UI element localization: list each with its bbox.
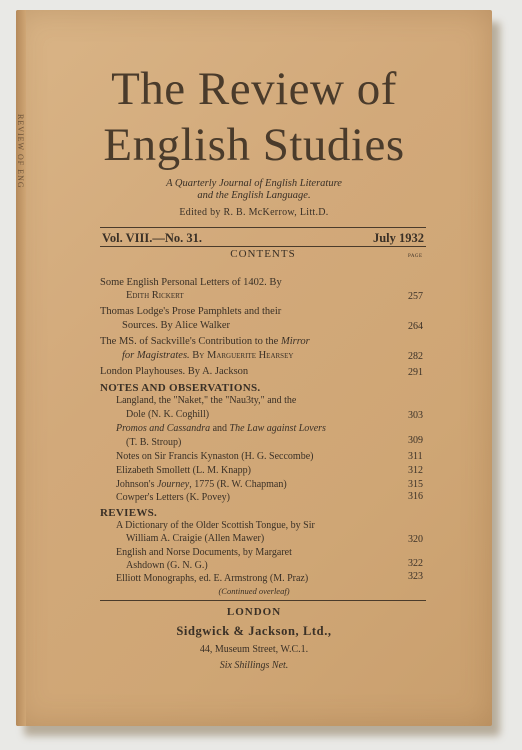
note-5-b: Journey bbox=[156, 479, 190, 490]
review-1-line-2: William A. Craigie (Allen Mawer) bbox=[126, 533, 265, 544]
note-2-title-b: The Law against Lovers bbox=[229, 423, 326, 434]
note-1-line-1: Langland, the "Naket," the "Nau3ty," and the bbox=[116, 395, 297, 406]
note-5-line-1 bbox=[116, 480, 287, 490]
article-3-page: 282 bbox=[408, 351, 423, 362]
title-line-1: The Review of bbox=[111, 63, 397, 115]
note-2-title-a: Promos and Cassandra bbox=[116, 423, 211, 434]
note-1-page: 303 bbox=[408, 410, 423, 421]
note-2-line-2: (T. B. Stroup) bbox=[126, 437, 182, 448]
note-4-page: 312 bbox=[408, 465, 423, 476]
note-5-a: Johnson's bbox=[116, 479, 157, 490]
note-4-line-1: Elizabeth Smollett (L. M. Knapp) bbox=[116, 465, 251, 476]
contents-heading: CONTENTS bbox=[230, 248, 296, 260]
spine-edge bbox=[16, 10, 26, 726]
review-3-page: 323 bbox=[408, 571, 423, 582]
title-line-2: English Studies bbox=[103, 119, 405, 171]
note-5-page: 315 bbox=[408, 479, 423, 490]
article-1-author: Edith Rickert bbox=[126, 290, 184, 301]
note-2-line-1 bbox=[116, 424, 326, 434]
journal-cover bbox=[16, 10, 492, 726]
price: Six Shillings Net. bbox=[219, 660, 289, 671]
review-1-line-1: A Dictionary of the Older Scottish Tongue, by Sir bbox=[116, 520, 315, 531]
notes-heading: NOTES AND OBSERVATIONS. bbox=[100, 382, 261, 394]
issue-date: July 1932 bbox=[372, 231, 424, 245]
note-3-line-1: Notes on Sir Francis Kynaston (H. G. Seccombe) bbox=[116, 451, 314, 462]
article-3-line-1b: Mirror bbox=[280, 336, 310, 347]
rule-top bbox=[100, 227, 426, 228]
review-2-page: 322 bbox=[408, 558, 423, 569]
note-1-line-2: Dole (N. K. Coghill) bbox=[126, 409, 210, 420]
spine-text: REVIEW OF ENG bbox=[16, 114, 25, 189]
publisher-name: Sidgwick & Jackson, Ltd., bbox=[176, 624, 332, 638]
note-2-page: 309 bbox=[408, 435, 423, 446]
article-2-page: 264 bbox=[408, 321, 423, 332]
article-3-line-1 bbox=[100, 337, 310, 348]
review-1-page: 320 bbox=[408, 534, 423, 545]
subtitle-line-1: A Quarterly Journal of English Literature bbox=[166, 178, 342, 189]
publisher-address: 44, Museum Street, W.C.1. bbox=[199, 644, 309, 655]
editor-credit: Edited by R. B. McKerrow, Litt.D. bbox=[179, 207, 329, 218]
article-1-line-1: Some English Personal Letters of 1402. By bbox=[100, 277, 282, 288]
volume-number: Vol. VIII.—No. 31. bbox=[102, 231, 203, 245]
subtitle-line-2: and the English Language. bbox=[197, 190, 311, 201]
review-3-line-1: Elliott Monographs, ed. E. Armstrong (M. Praz) bbox=[116, 573, 309, 584]
rule-under-issue bbox=[100, 246, 426, 247]
note-3-page: 311 bbox=[408, 451, 423, 462]
rule-bottom bbox=[100, 600, 426, 601]
publisher-city: LONDON bbox=[226, 606, 282, 618]
issue-row bbox=[102, 231, 424, 246]
review-2-line-2: Ashdown (G. N. G.) bbox=[126, 560, 208, 571]
note-6-line-1: Cowper's Letters (K. Povey) bbox=[116, 492, 230, 503]
page-column-heading: PAGE bbox=[408, 254, 423, 259]
article-3-line-2 bbox=[122, 351, 293, 362]
article-4-line-1: London Playhouses. By A. Jackson bbox=[100, 366, 249, 377]
note-2-and: and bbox=[210, 423, 230, 434]
continued-note: (Continued overleaf) bbox=[218, 586, 290, 596]
article-2-line-1: Thomas Lodge's Prose Pamphlets and their bbox=[100, 306, 282, 317]
reviews-heading: REVIEWS. bbox=[100, 507, 158, 519]
note-6-page: 316 bbox=[408, 491, 423, 502]
review-2-line-1: English and Norse Documents, by Margaret bbox=[116, 547, 292, 558]
article-3-line-2b: By Marguerite Hearsey bbox=[189, 350, 294, 361]
article-3-line-2a: for Magistrates. bbox=[122, 350, 190, 361]
article-1-page: 257 bbox=[408, 291, 423, 302]
article-2-line-2: Sources. By Alice Walker bbox=[122, 320, 231, 331]
article-3-line-1a: The MS. of Sackville's Contribution to the bbox=[100, 336, 281, 347]
note-5-c: , 1775 (R. W. Chapman) bbox=[189, 479, 287, 490]
article-4-page: 291 bbox=[408, 367, 423, 378]
